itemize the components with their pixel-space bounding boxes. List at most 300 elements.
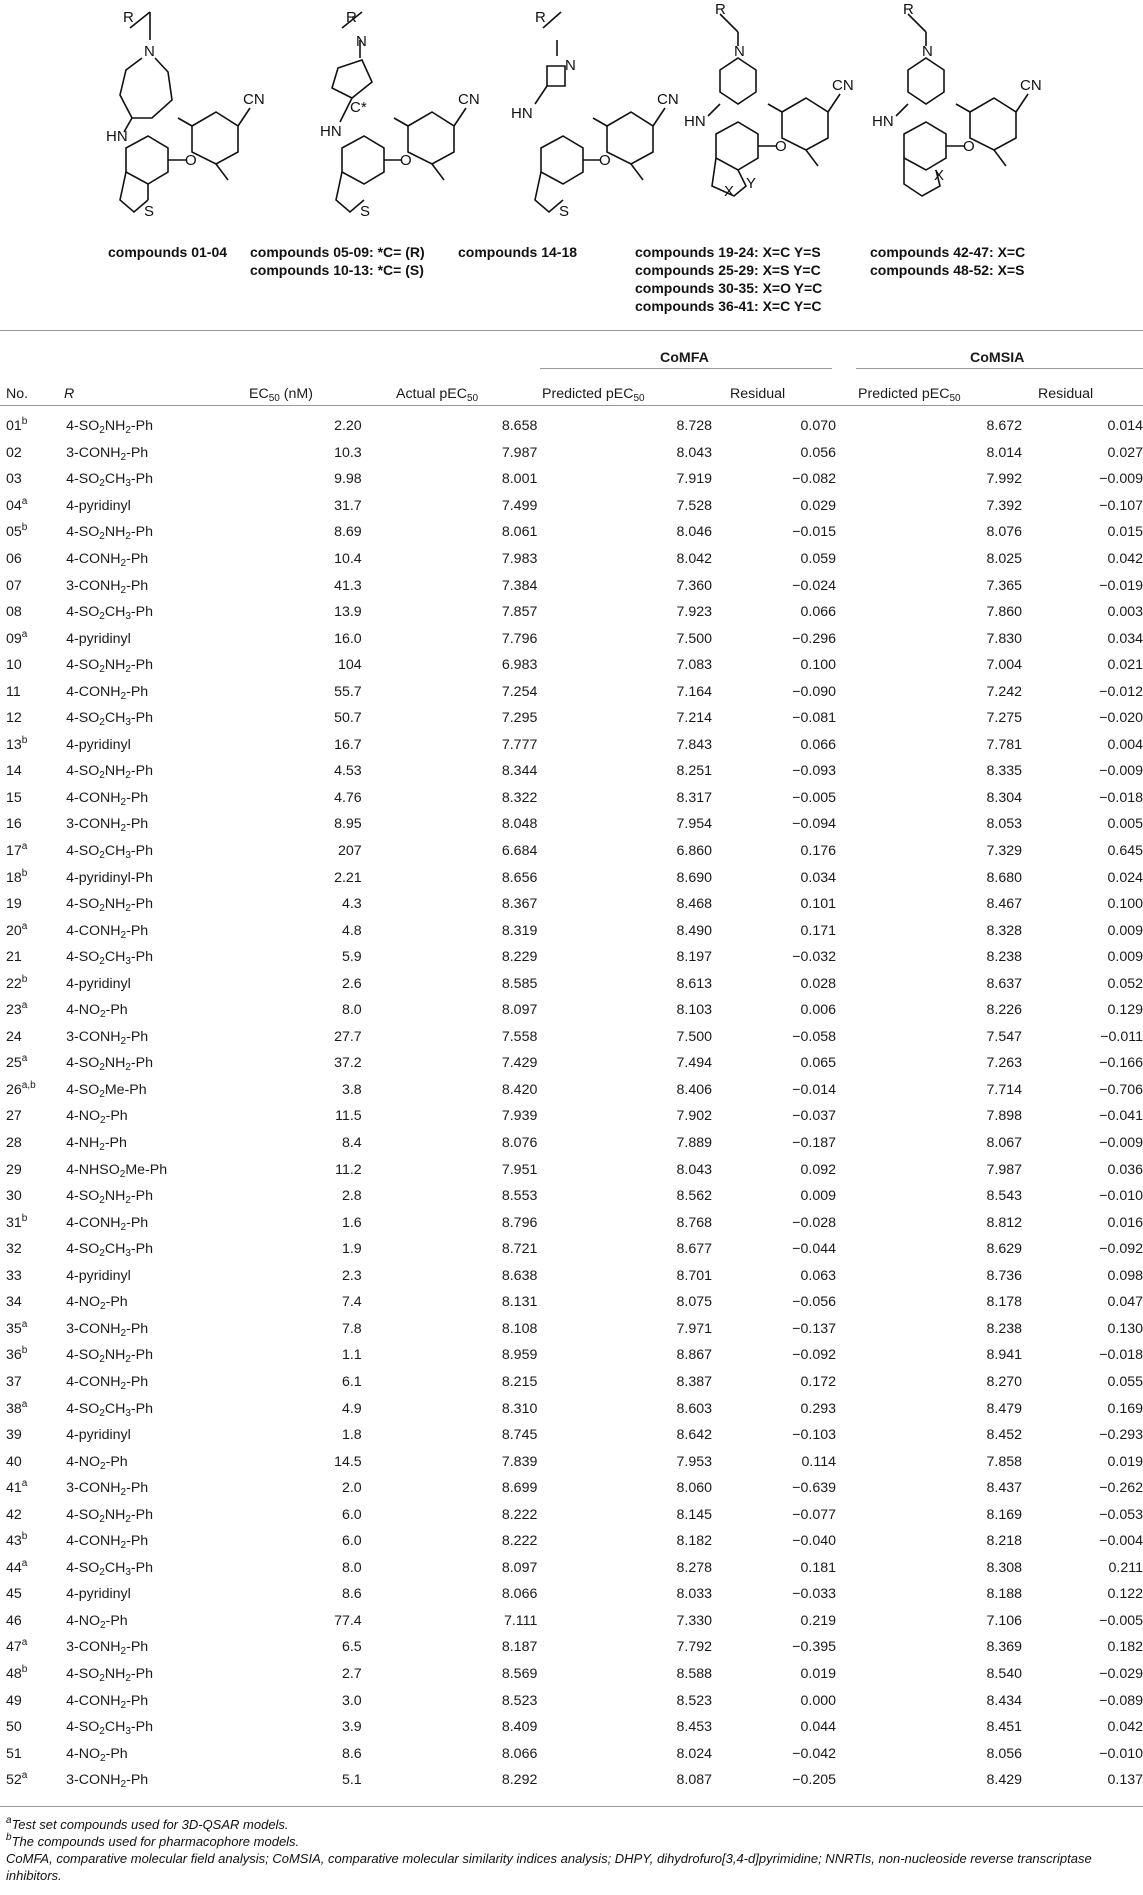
cell-substituent: [66, 811, 262, 838]
substituent-text: CH: [104, 843, 126, 860]
cell-substituent: [66, 1369, 262, 1396]
substituent-text: 4-SO: [66, 949, 100, 966]
cell-actual-pec50: 7.499: [501, 497, 538, 514]
substituent-subscript: 2: [120, 1221, 127, 1233]
cell-comfa-residual: −0.056: [792, 1294, 836, 1311]
atom-label-n: N: [144, 43, 155, 60]
substituent-text: -Ph: [126, 444, 149, 461]
substituent-subscript: 2: [125, 664, 131, 676]
substituent-text: CH: [104, 710, 126, 727]
cell-ec50: 8.95: [334, 816, 362, 833]
substituent-text: 4-SO: [66, 1506, 100, 1523]
compound-number: 33: [6, 1267, 22, 1284]
compound-number: 40: [6, 1453, 22, 1470]
substituent-text: NH: [104, 524, 126, 541]
compound-number: 09: [6, 630, 22, 647]
cell-substituent: [66, 970, 262, 997]
cell-comsia-residual: 0.047: [1107, 1294, 1143, 1311]
substituent-text: -Ph: [126, 816, 149, 833]
cell-ec50: 5.9: [341, 949, 362, 966]
cell-comfa-predicted: 8.490: [676, 922, 712, 939]
table-row: [0, 1316, 1143, 1343]
cell-ec50: 2.21: [334, 869, 362, 886]
cell-comfa-residual: −0.092: [792, 1347, 836, 1364]
compound-number: 51: [6, 1745, 22, 1762]
cell-comfa-predicted: 8.562: [676, 1188, 712, 1205]
cell-compound-no: [0, 572, 66, 599]
cell-comfa-predicted: 8.182: [676, 1533, 712, 1550]
cell-actual-pec50: 8.310: [501, 1400, 538, 1417]
cell-compound-no: [0, 785, 66, 812]
compound-number: 06: [6, 551, 22, 567]
cell-comfa-residual: 0.028: [800, 975, 836, 992]
cell-comfa-residual: −0.639: [792, 1480, 836, 1497]
atom-label-cn: CN: [458, 91, 480, 108]
atom-label-o: O: [775, 138, 787, 155]
cell-compound-no: [0, 1024, 66, 1051]
cell-actual-pec50: 7.429: [501, 1055, 538, 1072]
atom-label-n: N: [565, 57, 576, 74]
footnote-marker: a: [21, 1478, 28, 1490]
cell-comsia-residual: 0.014: [1107, 418, 1143, 435]
compound-number: 19: [6, 896, 22, 913]
table-row: [0, 1714, 1143, 1741]
compound-number: 45: [6, 1586, 22, 1603]
substituent-text: -Ph: [130, 657, 153, 674]
footnote-marker: b: [21, 1663, 28, 1675]
cell-comsia-predicted: 8.637: [986, 975, 1023, 992]
substituent-subscript: 2: [120, 796, 127, 808]
cell-actual-pec50: 8.367: [501, 896, 538, 913]
cell-substituent: [66, 1740, 262, 1767]
substituent-text: 4-SO: [66, 418, 100, 435]
cell-comsia-predicted: 8.369: [986, 1639, 1023, 1656]
compound-number: 50: [6, 1719, 22, 1736]
compound-number: 49: [6, 1692, 22, 1709]
cell-comsia-predicted: 8.941: [986, 1347, 1023, 1364]
qsar-results-table: [0, 413, 1143, 1793]
compound-number: 12: [6, 710, 22, 727]
cell-compound-no: [0, 1130, 66, 1157]
table-row: [0, 1050, 1143, 1077]
cell-comfa-residual: 0.101: [800, 896, 836, 913]
cell-comfa-predicted: 8.728: [676, 418, 712, 435]
structure-caption-05-13: [250, 243, 425, 279]
cell-comsia-predicted: 8.067: [986, 1135, 1023, 1152]
substituent-text: -Ph: [126, 1692, 149, 1709]
cell-compound-no: [0, 970, 66, 997]
footnote-marker: b: [21, 867, 28, 879]
structure-42-52-drawing: [860, 0, 1070, 235]
substituent-text: 4-SO: [66, 471, 100, 488]
cell-compound-no: [0, 758, 66, 785]
table-footnotes: [6, 1816, 1136, 1884]
cell-comsia-predicted: 8.270: [986, 1373, 1023, 1390]
footnote-marker: a: [21, 841, 28, 853]
cell-ec50: 7.4: [341, 1294, 362, 1311]
substituent-text: 4-SO: [66, 1400, 100, 1417]
footnote-marker: a: [21, 495, 28, 507]
cell-substituent: [66, 1528, 262, 1555]
cell-comfa-predicted: 7.500: [676, 630, 712, 647]
cell-comsia-predicted: 8.467: [986, 896, 1023, 913]
substituent-text: 4-CONH: [66, 789, 121, 806]
cell-compound-no: [0, 493, 66, 520]
cell-comfa-residual: −0.058: [792, 1028, 836, 1045]
table-row: [0, 864, 1143, 891]
substituent-text: -Ph: [130, 949, 153, 966]
structure-caption-42-52: [870, 243, 1025, 279]
substituent-subscript: 2: [125, 1513, 131, 1525]
cell-substituent: [66, 1501, 262, 1528]
table-row: [0, 1209, 1143, 1236]
structure-caption-14-18: [458, 243, 577, 261]
cell-comfa-predicted: 8.024: [676, 1745, 712, 1762]
cell-comsia-predicted: 8.304: [986, 789, 1023, 806]
cell-compound-no: [0, 1369, 66, 1396]
cell-comsia-predicted: 8.451: [986, 1719, 1023, 1736]
compound-number: 29: [6, 1161, 22, 1178]
structure-caption-01-04: [108, 243, 227, 261]
cell-compound-no: [0, 546, 66, 573]
compound-number: 24: [6, 1028, 22, 1045]
table-row: [0, 546, 1143, 573]
atom-label-x: X: [934, 167, 945, 184]
cell-compound-no: [0, 1103, 66, 1130]
cell-comsia-predicted: 7.714: [986, 1081, 1023, 1098]
cell-comsia-predicted: 8.056: [986, 1745, 1023, 1762]
cell-comsia-residual: −0.009: [1099, 763, 1143, 780]
substituent-text: 4-SO: [66, 1719, 100, 1736]
substituent-text: -Ph: [126, 1533, 149, 1550]
cell-comsia-residual: −0.041: [1099, 1108, 1143, 1125]
substituent-text: -Ph: [126, 1028, 149, 1045]
cell-comfa-residual: 0.092: [800, 1161, 836, 1178]
cell-comfa-residual: −0.395: [792, 1639, 836, 1656]
caption-line: compounds 19-24: X=C Y=S: [635, 244, 821, 260]
substituent-text: 4-pyridinyl: [66, 1267, 131, 1284]
cell-ec50: 8.6: [341, 1586, 362, 1603]
cell-comfa-predicted: 8.043: [676, 444, 712, 461]
cell-comsia-predicted: 8.672: [986, 418, 1023, 435]
table-row: [0, 1077, 1143, 1104]
column-header-ec50-unit: (nM): [279, 386, 313, 402]
cell-comsia-residual: 0.015: [1107, 524, 1143, 541]
cell-actual-pec50: 7.857: [501, 604, 538, 621]
substituent-text: 4-CONH: [66, 1692, 121, 1709]
cell-comfa-predicted: 7.971: [676, 1320, 712, 1337]
structure-panel: [0, 0, 1143, 330]
cell-comsia-residual: −0.262: [1099, 1480, 1143, 1497]
cell-comsia-residual: 0.034: [1107, 630, 1143, 647]
cell-substituent: [66, 1050, 262, 1077]
cell-actual-pec50: 7.777: [501, 736, 538, 753]
table-row: [0, 1475, 1143, 1502]
cell-actual-pec50: 7.254: [501, 683, 538, 700]
atom-label-hn: HN: [511, 105, 533, 122]
substituent-text: -Ph: [130, 1347, 153, 1364]
cell-substituent: [66, 1263, 262, 1290]
cell-ec50: 55.7: [334, 683, 362, 700]
cell-comfa-predicted: 8.197: [676, 949, 712, 966]
footnote-b-mark: b: [6, 1832, 12, 1843]
table-row: [0, 1661, 1143, 1688]
cell-substituent: [66, 413, 262, 440]
substituent-subscript: 3: [125, 1566, 131, 1578]
cell-comfa-residual: 0.172: [800, 1373, 836, 1390]
cell-comfa-residual: −0.024: [792, 577, 836, 594]
atom-label-r: R: [346, 9, 357, 26]
cell-compound-no: [0, 732, 66, 759]
cell-substituent: [66, 944, 262, 971]
cell-actual-pec50: 8.585: [501, 975, 538, 992]
cell-substituent: [66, 572, 262, 599]
cell-comsia-residual: 0.052: [1107, 975, 1143, 992]
cell-compound-no: [0, 1263, 66, 1290]
substituent-subscript: 2: [99, 903, 105, 915]
substituent-subscript: 2: [125, 1354, 131, 1366]
cell-ec50: 50.7: [334, 710, 362, 727]
cell-comsia-predicted: 7.329: [986, 843, 1023, 860]
cell-substituent: [66, 440, 262, 467]
table-row: [0, 1767, 1143, 1794]
cell-comsia-predicted: 8.680: [986, 869, 1023, 886]
cell-comsia-residual: 0.009: [1107, 922, 1143, 939]
cell-substituent: [66, 519, 262, 546]
substituent-text: 4-NO: [66, 1453, 101, 1470]
table-row: [0, 519, 1143, 546]
column-header-ec50-base: EC: [249, 386, 269, 402]
substituent-subscript: 3: [125, 1407, 131, 1419]
cell-comsia-residual: 0.042: [1107, 551, 1143, 567]
table-row: [0, 572, 1143, 599]
footnote-a-text: Test set compounds used for 3D-QSAR models.: [11, 1817, 289, 1832]
substituent-text: Me-Ph: [125, 1161, 168, 1178]
caption-line: compounds 14-18: [458, 244, 578, 260]
substituent-subscript: 3: [125, 717, 131, 729]
substituent-text: 4-NO: [66, 1108, 101, 1125]
cell-actual-pec50: 8.097: [501, 1002, 538, 1019]
substituent-text: 4-pyridinyl: [66, 1586, 131, 1603]
cell-actual-pec50: 7.295: [501, 710, 538, 727]
footnote-marker: b: [21, 1345, 28, 1357]
cell-comsia-predicted: 8.025: [986, 551, 1023, 567]
cell-actual-pec50: 8.959: [501, 1347, 538, 1364]
table-row: [0, 493, 1143, 520]
cell-ec50: 4.8: [341, 922, 362, 939]
substituent-text: 3-CONH: [66, 816, 121, 833]
substituent-text: 4-SO: [66, 1241, 100, 1258]
cell-comsia-residual: −0.019: [1099, 577, 1143, 594]
compound-number: 18: [6, 869, 22, 886]
substituent-text: -Ph: [105, 1294, 128, 1311]
cell-substituent: [66, 1156, 262, 1183]
cell-actual-pec50: 8.553: [501, 1188, 538, 1205]
atom-label-cstar: C*: [350, 99, 367, 116]
cell-substituent: [66, 838, 262, 865]
cell-comsia-predicted: 7.858: [986, 1453, 1023, 1470]
substituent-subscript: 2: [100, 1301, 106, 1313]
cell-compound-no: [0, 811, 66, 838]
table-row: [0, 1236, 1143, 1263]
substituent-text: -Ph: [104, 1135, 127, 1152]
substituent-text: -Ph: [130, 471, 153, 488]
cell-comsia-predicted: 7.392: [986, 497, 1023, 514]
atom-label-r: R: [123, 9, 134, 26]
footnote-marker: a: [21, 628, 28, 640]
substituent-subscript: 2: [100, 1115, 106, 1127]
substituent-text: 4-SO: [66, 524, 100, 541]
cell-compound-no: [0, 1740, 66, 1767]
structure-01-04: [60, 0, 265, 235]
cell-comsia-residual: 0.129: [1107, 1002, 1143, 1019]
substituent-text: 3-CONH: [66, 577, 121, 594]
cell-comfa-residual: 0.181: [800, 1559, 836, 1576]
table-row: [0, 1289, 1143, 1316]
compound-number: 20: [6, 922, 22, 939]
table-row: [0, 1528, 1143, 1555]
table-row: [0, 599, 1143, 626]
substituent-text: -Ph: [126, 1480, 149, 1497]
substituent-subscript: 2: [99, 1088, 105, 1100]
cell-ec50: 4.9: [341, 1400, 362, 1417]
cell-ec50: 6.0: [341, 1506, 362, 1523]
cell-compound-no: [0, 1209, 66, 1236]
substituent-subscript: 3: [125, 1726, 131, 1738]
substituent-text: CH: [104, 1400, 126, 1417]
cell-substituent: [66, 493, 262, 520]
column-header-actual-base: Actual pEC: [396, 386, 467, 402]
cell-actual-pec50: 8.076: [501, 1135, 538, 1152]
compound-number: 02: [6, 444, 22, 461]
cell-comfa-predicted: 8.677: [676, 1241, 712, 1258]
cell-comfa-residual: 0.176: [800, 843, 836, 860]
cell-substituent: [66, 997, 262, 1024]
cell-actual-pec50: 8.569: [501, 1665, 538, 1682]
cell-comsia-residual: 0.098: [1107, 1267, 1143, 1284]
substituent-subscript: 2: [99, 717, 105, 729]
cell-actual-pec50: 8.222: [501, 1533, 538, 1550]
cell-substituent: [66, 1767, 262, 1794]
cell-comfa-predicted: 8.523: [676, 1692, 712, 1709]
cell-comsia-predicted: 8.169: [986, 1506, 1023, 1523]
cell-ec50: 3.9: [341, 1719, 362, 1736]
cell-comsia-residual: 0.042: [1107, 1719, 1143, 1736]
cell-substituent: [66, 1634, 262, 1661]
column-header-comfa-residual: Residual: [730, 386, 786, 402]
table-row: [0, 732, 1143, 759]
cell-comfa-predicted: 8.060: [676, 1480, 712, 1497]
table-row: [0, 678, 1143, 705]
substituent-text: 4-CONH: [66, 683, 121, 700]
table-row: [0, 625, 1143, 652]
cell-comfa-predicted: 7.528: [676, 497, 712, 514]
cell-compound-no: [0, 997, 66, 1024]
cell-comsia-residual: −0.029: [1099, 1665, 1143, 1682]
caption-line: compounds 01-04: [108, 244, 228, 260]
cell-ec50: 207: [338, 843, 362, 860]
cell-comsia-residual: 0.055: [1107, 1373, 1143, 1390]
atom-label-hn: HN: [872, 113, 894, 130]
substituent-subscript: 2: [125, 1672, 131, 1684]
compound-number: 15: [6, 789, 22, 806]
table-row: [0, 1369, 1143, 1396]
cell-ec50: 6.1: [341, 1373, 362, 1390]
cell-comfa-predicted: 7.902: [676, 1108, 712, 1125]
cell-ec50: 6.5: [341, 1639, 362, 1656]
cell-comsia-residual: −0.092: [1099, 1241, 1143, 1258]
cell-actual-pec50: 8.187: [501, 1639, 538, 1656]
column-header-comsia-predicted-sub: 50: [949, 393, 961, 404]
table-row: [0, 1687, 1143, 1714]
atom-label-cn: CN: [1020, 77, 1042, 94]
cell-ec50: 1.1: [341, 1347, 362, 1364]
cell-ec50: 2.3: [341, 1267, 362, 1284]
substituent-text: -Ph: [130, 1055, 153, 1072]
substituent-subscript: 2: [125, 903, 131, 915]
cell-comsia-residual: 0.019: [1107, 1453, 1143, 1470]
cell-comsia-residual: −0.009: [1099, 471, 1143, 488]
substituent-text: 4-SO: [66, 1055, 100, 1072]
substituent-subscript: 2: [99, 1672, 105, 1684]
structure-05-13-drawing: [280, 0, 480, 235]
cell-comsia-predicted: 8.437: [986, 1480, 1023, 1497]
cell-comfa-predicted: 8.075: [676, 1294, 712, 1311]
cell-actual-pec50: 8.097: [501, 1559, 538, 1576]
cell-comsia-predicted: 8.629: [986, 1241, 1023, 1258]
cell-comsia-predicted: 7.365: [986, 577, 1023, 594]
cell-actual-pec50: 8.066: [501, 1745, 538, 1762]
cell-substituent: [66, 1316, 262, 1343]
footnote-abbreviations: CoMFA, comparative molecular field analysis; CoMSIA, comparative molecular similarity indices analysis; DHPY, dihydrofuro[3,4-d]pyrimidine; NNRTIs, non-nucleoside reverse transcriptase inhibitors.: [6, 1851, 1092, 1883]
cell-ec50: 104: [338, 657, 362, 674]
cell-comfa-predicted: 8.701: [676, 1267, 712, 1284]
substituent-subscript: 2: [99, 1062, 105, 1074]
substituent-text: CH: [104, 1241, 126, 1258]
substituent-text: -Ph: [105, 1453, 128, 1470]
cell-actual-pec50: 8.229: [501, 949, 538, 966]
cell-comsia-residual: −0.010: [1099, 1745, 1143, 1762]
cell-comfa-residual: −0.103: [792, 1427, 836, 1444]
substituent-text: NH: [104, 657, 126, 674]
cell-comsia-residual: −0.018: [1099, 1347, 1143, 1364]
substituent-subscript: 2: [120, 1699, 127, 1711]
atom-label-hn: HN: [106, 128, 128, 145]
cell-comsia-predicted: 8.188: [986, 1586, 1023, 1603]
cell-comsia-predicted: 8.053: [986, 816, 1023, 833]
substituent-text: -Ph: [130, 418, 153, 435]
caption-line: compounds 42-47: X=C: [870, 244, 1026, 260]
cell-substituent: [66, 1103, 262, 1130]
cell-comfa-residual: 0.070: [800, 418, 836, 435]
cell-comfa-residual: 0.114: [801, 1453, 836, 1470]
cell-ec50: 8.4: [341, 1135, 362, 1152]
table-row: [0, 785, 1143, 812]
compound-number: 30: [6, 1188, 22, 1205]
cell-comfa-residual: 0.044: [800, 1719, 836, 1736]
substituent-text: 4-SO: [66, 1559, 100, 1576]
cell-ec50: 8.0: [341, 1002, 362, 1019]
table-row: [0, 1608, 1143, 1635]
table-row: [0, 891, 1143, 918]
substituent-text: -Ph: [126, 1373, 149, 1390]
cell-comfa-residual: −0.042: [792, 1745, 836, 1762]
atom-label-x: X: [724, 183, 735, 200]
cell-compound-no: [0, 519, 66, 546]
cell-substituent: [66, 705, 262, 732]
atom-label-s: S: [144, 203, 155, 220]
column-header-comsia-predicted-base: Predicted pEC: [858, 386, 950, 402]
